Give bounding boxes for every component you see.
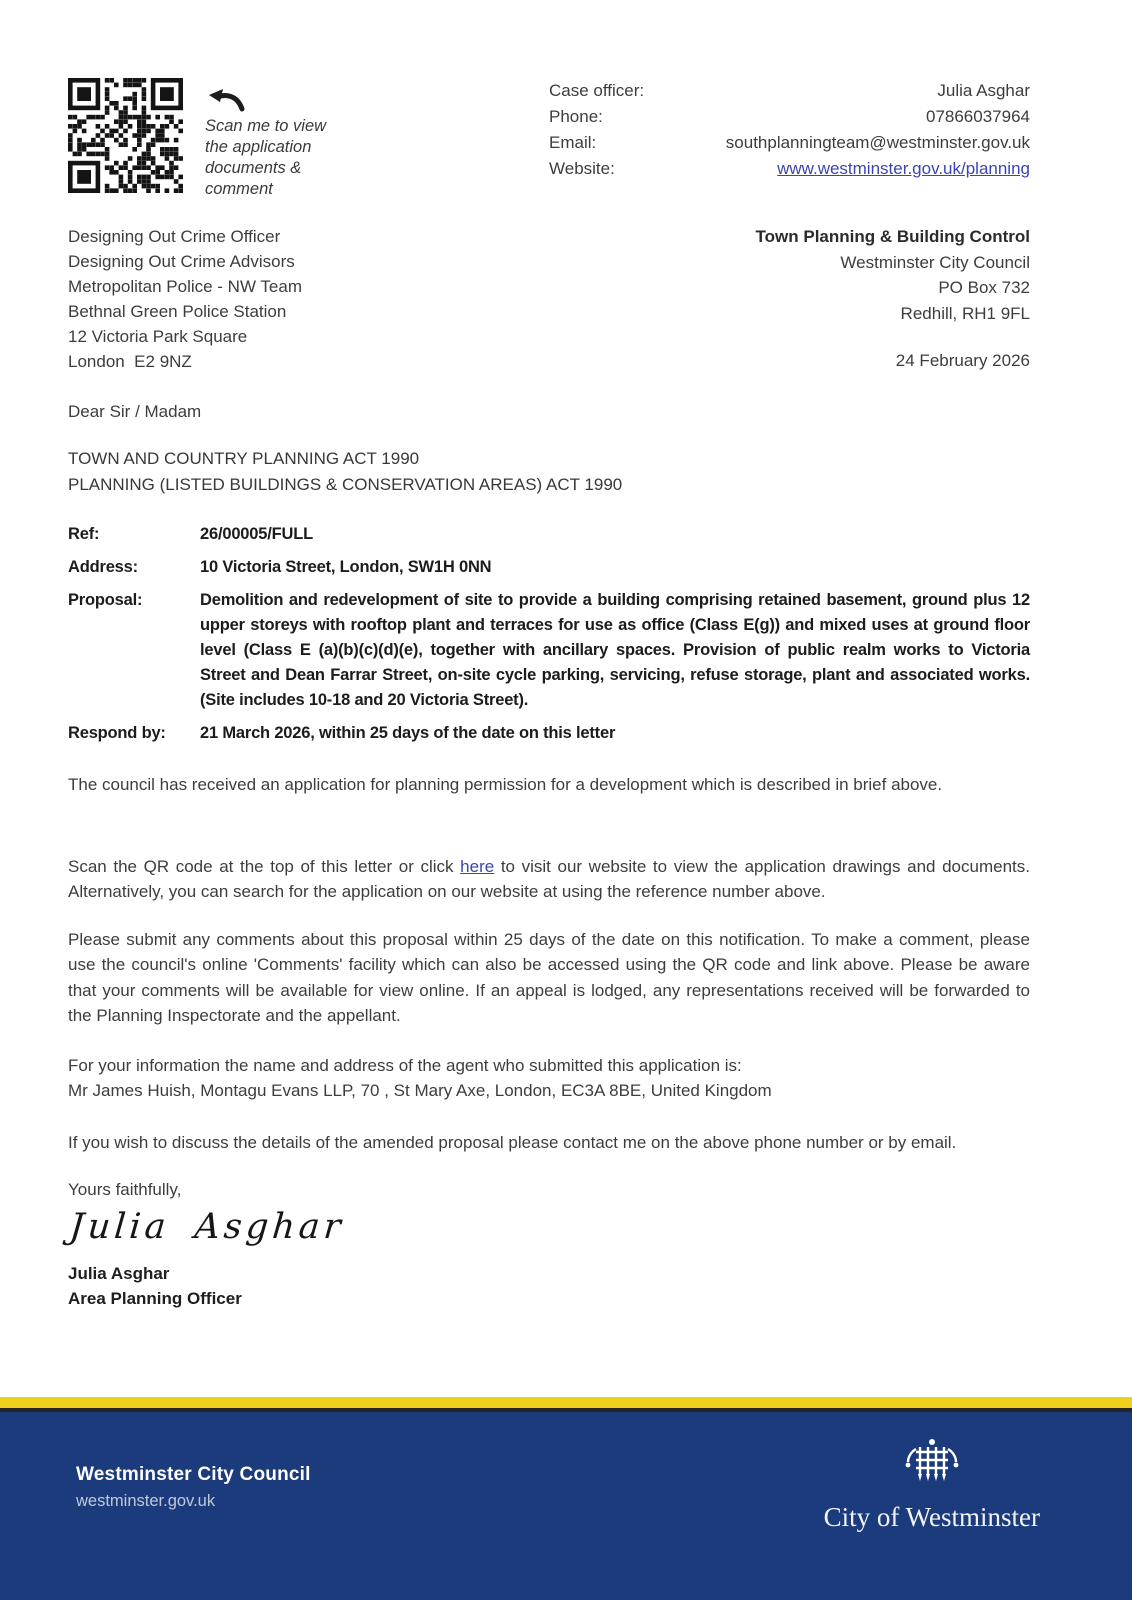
ref-label: Ref: — [68, 525, 100, 543]
reference-table — [68, 522, 1030, 746]
agent-details: Mr James Huish, Montagu Evans LLP, 70 , St Mary Axe, London, EC3A 8BE, United Kingdom — [68, 1081, 772, 1100]
qr-caption-line: the application — [205, 138, 312, 156]
address-row — [68, 555, 1030, 580]
valediction: Yours faithfully, — [68, 1180, 182, 1199]
letter-header — [68, 78, 1030, 200]
letter-date: 24 February 2026 — [895, 351, 1030, 370]
footer-website: westminster.gov.uk — [76, 1492, 216, 1510]
website-link[interactable]: www.westminster.gov.uk/planning — [777, 159, 1030, 178]
sender-line: Westminster City Council — [840, 252, 1030, 272]
scan-text-pre: Scan the QR code at the top of this letter or click — [68, 856, 454, 876]
paragraph-discuss: If you wish to discuss the details of the amended proposal please contact me on the above phone number or by email. — [68, 1132, 957, 1152]
proposal-row — [68, 588, 1030, 713]
recipient-line: Designing Out Crime Officer — [68, 227, 281, 246]
sender-address — [756, 224, 1030, 374]
phone-value: 07866037964 — [925, 107, 1030, 126]
qr-caption-line: Scan me to view — [205, 117, 327, 135]
salutation: Dear Sir / Madam — [68, 402, 202, 421]
case-officer-value: Julia Asghar — [937, 81, 1030, 100]
signoff-block — [68, 1261, 1030, 1311]
here-link[interactable]: here — [460, 856, 495, 876]
proposal-label: Proposal: — [68, 591, 143, 609]
paragraph-application-received: The council has received an application for planning permission for a development which is described in brief above. — [68, 775, 943, 794]
paragraph-comments: Please submit any comments about this proposal within 25 days of the date on this notification. To make a comment, please use the council's online 'Comments' facility which can also be accessed using the QR code and link above. Please be aware that your comments will be available for view online. If an appeal is lodged, any representations received will be forwarded to the Planning Inspectorate and the appellant. — [68, 929, 1030, 1025]
qr-caption-line: comment — [205, 180, 273, 198]
footer-accent-stripe — [0, 1397, 1132, 1412]
westminster-crest-icon — [901, 1438, 963, 1494]
contact-row-case-officer — [549, 78, 1030, 104]
address-label: Address: — [68, 558, 138, 576]
ref-number: 26/00005/FULL — [200, 525, 313, 543]
statute-heading — [68, 446, 1030, 498]
recipient-line: Bethnal Green Police Station — [68, 302, 287, 321]
recipient-line: 12 Victoria Park Square — [68, 327, 248, 346]
respond-by-value: 21 March 2026, within 25 days of the date on this letter — [200, 724, 616, 742]
handwritten-signature: Julia Asghar — [68, 1206, 347, 1247]
recipient-line: London E2 9NZ — [68, 352, 192, 371]
contact-label: Email: — [549, 133, 597, 152]
scan-text-post: to visit our website to view the application drawings and documents. Alternatively, you can search for the application on our website at using the reference number above. — [68, 856, 1030, 901]
respond-by-label: Respond by: — [68, 724, 166, 742]
contact-row-email — [549, 130, 1030, 156]
site-address: 10 Victoria Street, London, SW1H 0NN — [200, 558, 492, 576]
contact-label: Website: — [549, 159, 615, 178]
email-value: southplanningteam@westminster.gov.uk — [725, 133, 1030, 152]
statute-line: PLANNING (LISTED BUILDINGS & CONSERVATION AREAS) ACT 1990 — [68, 475, 623, 494]
contact-label: Phone: — [549, 107, 603, 126]
footer-band — [0, 1412, 1132, 1600]
qr-code — [68, 78, 183, 193]
contact-row-website — [549, 156, 1030, 182]
sender-line: Redhill, RH1 9FL — [900, 303, 1030, 323]
reply-arrow-icon — [207, 88, 247, 112]
sender-line: PO Box 732 — [938, 278, 1030, 297]
paragraph-agent — [68, 1053, 1030, 1104]
officer-title: Area Planning Officer — [68, 1288, 242, 1308]
statute-line: TOWN AND COUNTRY PLANNING ACT 1990 — [68, 449, 420, 468]
page-footer — [0, 1397, 1132, 1600]
qr-caption — [205, 116, 326, 200]
sender-department: Town Planning & Building Control — [755, 227, 1030, 246]
recipient-address — [68, 224, 302, 374]
contact-row-phone — [549, 104, 1030, 130]
paragraph-scan-qr — [68, 854, 1030, 905]
agent-intro: For your information the name and address of the agent who submitted this application is: — [68, 1055, 742, 1075]
recipient-line: Metropolitan Police - NW Team — [68, 277, 302, 296]
qr-caption-line: documents & — [205, 159, 302, 177]
ref-row — [68, 522, 1030, 547]
recipient-line: Designing Out Crime Advisors — [68, 252, 295, 271]
contact-block — [549, 78, 1030, 182]
officer-name: Julia Asghar — [68, 1263, 170, 1283]
contact-label: Case officer: — [549, 81, 645, 100]
proposal-description: Demolition and redevelopment of site to provide a building comprising retained basement, ground plus 12 upper storeys with rooftop plant and terraces for use as office (Class E(g)) and mixed uses at ground floor level (Class E (a)(b)(c)(d)(e), together with ancillary spaces. Provision of public realm works to Victoria Street and Dean Farrar Street, on-site cycle parking, servicing, refuse storage, plant and associated works. (Site includes 10-18 and 20 Victoria Street). — [200, 591, 1030, 709]
footer-council-name: Westminster City Council — [76, 1464, 311, 1485]
respond-by-row — [68, 721, 1030, 746]
footer-crest-label: City of Westminster — [823, 1502, 1040, 1532]
